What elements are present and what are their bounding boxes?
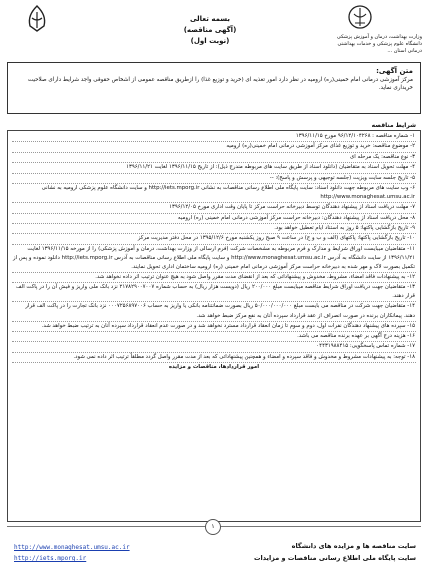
header-title <box>140 14 280 47</box>
footer-link-monaghesat[interactable]: http://www.monaghesat.umsu.ac.ir <box>14 544 130 551</box>
condition-row: ۴- مهلت تحویل اسناد به متقاضیان (دانلود اسناد از طریق سایت های مربوطه مندرج ذیل): از تاریخ ۱۳۹۶/۱۱/۱۵ لغایت ۱۳۹۶/۱۱/۲۱ <box>12 163 416 173</box>
condition-row: ۱۲- به پیشنهادات فاقد امضاء، مشروط، مخدوش و پیشنهاداتی که بعد از انقضای مدت مقرر واصل شود به هیچ عنوان ترتیب اثر داده نخواهد شد. <box>12 273 416 283</box>
condition-row: ۱۷- شماره تماس پاسخگویی: ۰۴۴۳۱۹۸۸۴۱۵ <box>12 342 416 352</box>
org-line: وزارت بهداشت، درمان و آموزش پزشکی <box>336 34 422 40</box>
notice-round: (نوبت اول) <box>190 37 230 45</box>
condition-row: ۱۸- توجه: به پیشنهادات مشروط و مخدوش و فاقد سپرده و امضاء و همچنین پیشنهاداتی که بعد از مدت مقرر واصل گردد مطلقاً ترتیب اثر داده نمی شود. <box>12 353 416 363</box>
condition-row: ۹- تاریخ بازگشایی پاکتها: ۵ روز به استناد ایام تعطیل خواهد بود. <box>12 224 416 234</box>
emblem-logo-icon <box>22 4 52 34</box>
condition-row: ۲- موضوع مناقصه: خرید و توزیع غذای مرکز آموزشی درمانی امام خمینی(ره) ارومیه <box>12 142 416 152</box>
condition-row: ۱- شماره مناقصه : ۹۶/۱۲/۱۰۴۲۶۸ مورخ ۱۳۹۶/۱۱/۱۵ <box>12 132 416 142</box>
conditions-title: شرایط مناقصه <box>371 122 416 129</box>
footer-site-name: سایت پایگاه ملی اطلاع رسانی مناقصات و مزایدات <box>254 554 416 562</box>
condition-row: ۵- تاریخ جلسه سایت ویزیت (جلسه توجیهی و پرسش و پاسخ): -- <box>12 174 416 184</box>
condition-row: ۷- مهلت دریافت اسناد از پیشنهاد دهندگان توسط دبیرخانه حراست مرکز تا پایان وقت اداری مورخ ۱۳۹۶/۱۲/۰۵ <box>12 203 416 213</box>
condition-row: ۳- نوع مناقصه: یک مرحله ای <box>12 153 416 163</box>
organization-names <box>282 34 422 55</box>
condition-row: ۱۳- متقاضیان جهت دریافت اوراق شرایط مناقصه میبایست مبلغ ۲۰۰/۰۰۰ ریال (دویست هزار ریال) به حساب شماره ۲۱۷۸۲۹۰۰۷۰۰۷ نزد بانک ملی واریز و فیش آن را در پاکت الف قرار دهند. <box>12 283 416 302</box>
ministry-logo-icon <box>346 4 374 34</box>
conditions-list <box>7 130 421 522</box>
footer-site-names <box>254 540 416 564</box>
condition-row: ۱۱- متقاضیان میبایست اوراق شرایط و مدارک و فرم مربوطه به مشخصات شرکت (فرم ارسالی از وزارت بهداشت، درمان و آموزش پزشکی) را از مورخه ۱۳۹۶/۱۱/۱۵ لغایت ۱۳۹۶/۱۱/۲۱ از سایت دانشگاه به آدرس http://www.monaghesat.umsu.ac.ir و سایت پایگاه ملی اطلاع رسانی مناقصات به آدرس http://iets.mporg.ir دانلود نموده و پس از تکمیل بصورت لاک و مهر شده به دبیرخانه حراست مرکز آموزشی درمانی امام خمینی (ره) ارومیه ساختمان اداری تحویل نمایند. <box>12 245 416 273</box>
condition-row: ۸- محل دریافت اسناد از پیشنهاد دهندگان: دبیرخانه حراست مرکز آموزشی درمانی امام خمینی (ره) ارومیه <box>12 214 416 224</box>
org-line: درمانی استان ... <box>387 48 422 54</box>
footer-site-name: سایت مناقصه ها و مزایده های دانشگاه <box>291 542 416 550</box>
org-line: دانشگاه علوم پزشکی و خدمات بهداشتی <box>337 41 422 47</box>
notice-title: متن آگهی: <box>376 67 413 75</box>
bismillah: بسمه تعالی <box>189 15 231 23</box>
condition-row: ۶- وب سایت های مربوطه جهت دانلود اسناد: سایت پایگاه ملی اطلاع رسانی مناقصات به نشانی http://iets.mporg.ir و سایت دانشگاه علوم پزشکی ارومیه به نشانی http://www.monaghesat.umsu.ac.ir <box>12 184 416 203</box>
page-number: ۱ <box>205 519 221 535</box>
condition-row: ۱۰- تاریخ بازگشایی پاکتها: پاکتهای (الف و ب و ج) در ساعت ۹ صبح روز یکشنبه مورخ ۱۳۹۵/۱۲/۶ در محل دفتر مدیریت مرکز <box>12 234 416 244</box>
condition-row: ۱۵- سپرده های پیشنهاد دهندگان نفرات اول، دوم و سوم تا زمان انعقاد قرارداد مسترد نخواهد شد و در صورت عدم انعقاد قرارداد سپرده آنان به ترتیب ضبط خواهد شد. <box>12 322 416 332</box>
notice-type: (آگهی مناقصه) <box>183 26 237 34</box>
header <box>0 0 428 58</box>
notice-box <box>7 62 421 114</box>
condition-row: ۱۴- متقاضیان جهت شرکت در مناقصه می بایست مبلغ ۵۰/۰۰۰/۰۰۰/۰۰۰ ریال بصورت ضمانتنامه بانکی یا واریز به حساب ۰۰۰۷۲۵۶۸۹۷۰۰۶ نزد بانک تجارت را در پاکت الف قرار دهند. پیمانکاران برنده در صورت انصراف از عقد قرارداد سپرده آنان به نفع مرکز ضبط خواهد شد. <box>12 302 416 321</box>
signature-line: امور قراردادها، مناقصات و مزایده <box>168 363 260 370</box>
footer-links <box>14 542 130 564</box>
condition-row: ۱۶- هزینه درج آگهی بر عهده برنده مناقصه می باشد. <box>12 332 416 342</box>
notice-text: مرکز آموزشی درمانی امام خمینی(ره) ارومیه در نظر دارد امور تغذیه ای (خرید و توزیع غذا) را ازطریق مناقصه عمومی از اشخاص حقوقی واجد شرایط دارای صلاحیت خریداری نماید. <box>27 77 413 91</box>
footer-link-iets[interactable]: http://iets.mporg.ir <box>14 555 87 562</box>
